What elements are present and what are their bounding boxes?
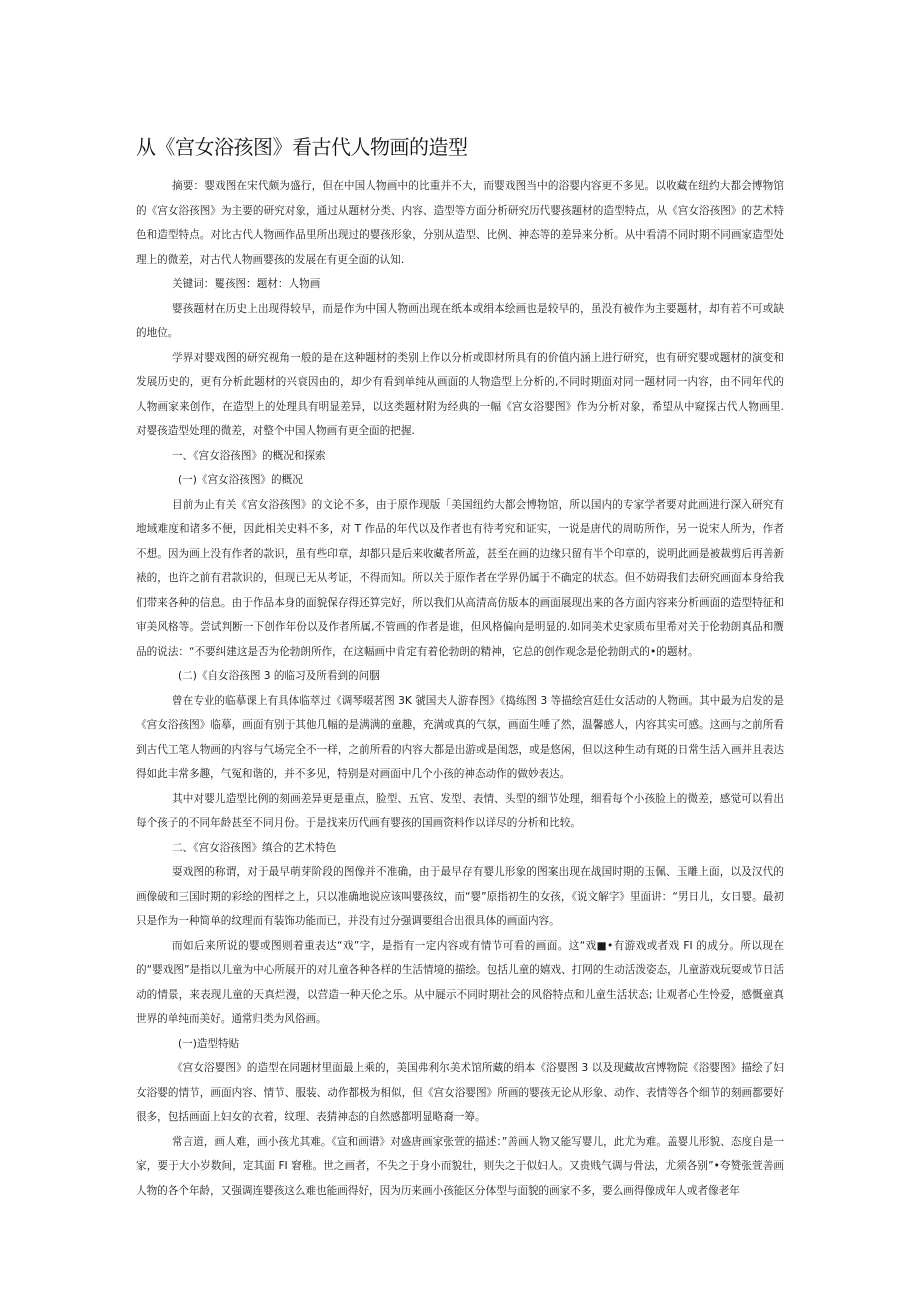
body-paragraph-2b: 而如后来所说的婴或图则着重表达“戏”字，是指有一定内容或有情节可看的画面。这“戏■•有游戏或者戏 FI 的成分。所以现在的“婴戏图”是指以儿童为中心所展开的对儿童各种各样的生活情境的描绘。包括儿童的嬉戏、打网的生动活泼姿态，儿童游戏玩耍或节日活动的情景，来表现儿童的天真烂漫，以营造一种天伦之乐。从中屣示不同时期社会的风俗特点和儿童生活状态; 让观者心生怜爱，感慨童真世界的单纯而美好。通常归类为风俗画。 bbox=[136, 939, 784, 1025]
section-heading-2: 二、《宫女浴孩图》缜合的艺术特色 bbox=[172, 841, 337, 854]
body-paragraph-1-2b: 其中对婴儿造型比例的刻画差异更是重点，脸型、五官、发型、表情、头型的细节处理，细看每个小孩脸上的微差，感觉可以看出每个孩子的不同年龄甚至不同月份。于是找来历代画有婴孩的国画资料作以详尽的分析和比较。 bbox=[136, 792, 784, 829]
keywords-line: 关键词：矍孩图：题材：人物画 bbox=[172, 278, 321, 290]
body-paragraph-2-1b: 常言道，画人难，画小孩尤其难。《宣和画谱》对盛唐画家张萱的描述：”善画人物又能写婴儿，此尤为难。盖婴儿形貌、态度自是一家，要于大小岁数间，定其面 FI 窘稚。世之画者，不失之于身小而貌壮，则失之于似妇人。又贵贱气调与骨法，尤须各别”•夸赞张萱善画人物的各个年龄，又强调连婴孩这么难也能画得好，因为历来画小孩能区分体型与面貌的画家不多，要么画得像成年人或者像老年 bbox=[136, 1135, 784, 1197]
subsection-heading-2-1: (一)造型特贴 bbox=[178, 1037, 240, 1050]
subsection-heading-1-1: (一)《宫女浴孩图》的概况 bbox=[178, 474, 303, 486]
subsection-heading-1-2: (二)《自女浴孩图 3 的临习及所看到的问胭 bbox=[178, 670, 380, 682]
body-paragraph-1-2a: 曾在专业的临摹课上有具体临萃过《调琴啜茗图 3K 虢国夫人游春图》《捣练图 3 等描绘宫廷仕女活动的人物画。其中最为启发的是《宫女浴孩图》临摹，画面有别于其他几幅的是满满的童趣，充满或真的气氛，画面生唾了然，温馨感人，内容其实可感。这画与之前所看到古代工笔人物画的内容与气场完全不一样，之前所看的内容大都是出游或是闺怨，或是悠闲，但以这种生动有斑的日常生活入画并且表达得如此丰常多趣，气冤和谐的，并不多见，特别是对画面中几个小孩的神态动作的做妙表达。 bbox=[136, 694, 784, 780]
document-page bbox=[136, 134, 784, 1203]
section-heading-1: 一、《宫女浴孩图》的概况和探索 bbox=[172, 449, 326, 462]
abstract-paragraph: 摘要：婴戏图在宋代颇为盛行，但在中国人物画中的比重并不大，而婴戏图当中的浴婴内容更不多见。以收藏在纽约大都会博物馆的《宫女浴孩图》为主要的研究对象，通过从题材分类、内容、造型等方面分析研究历代婴孩题材的造型特点，从《宫女浴孩图》的艺术特色和造型特点。对比古代人物画作品里所出现过的婴孩形象，分别从造型、比例、神态等的差异来分析。从中看清不同时期不同画家造型处理上的微差，对古代人物画婴孩的发展在有更全面的认知. bbox=[136, 180, 784, 266]
body-paragraph-2a: 耍戏图的称谓，对于最早萌芽阶段的图像并不准确，由于最早存有婴儿形象的图案出现在战国时期的玉佩、玉雕上面，以及汉代的画像破和三国时期的彩绘的图样之上，只以准确地说应该叫婴孩纹，而“婴”原指初生的女孩，《说文解字》里面讲：“男日儿，女日婴。最初只是作为一种简单的纹理而有装饰功能而已，并没有过分强调要组合出很具体的画面内容。 bbox=[136, 866, 784, 927]
intro-paragraph-2: 学界对婴戏图的研究视角一般的是在这种题材的类别上作以分析或即材所具有的价值内涵上进行研究，也有研究婴或题材的演变和发展历史的，更有分析此题材的兴衰因由的，却少有看到单纯从画面的人物造型上分析的,不同时期面对同一题材同一内容，由不同年代的人物画家来创作，在造型上的处理具有明显差异，以这类题材附为经典的一幅《宫女浴婴图》作为分析对象，希望从中窥探古代人物画里.对婴孩造型处理的微差，对整个中国人物画有更全面的把握. bbox=[136, 351, 784, 437]
body-paragraph-1-1: 目前为止有关《宫女浴孩图》的文论不多，由于原作现版「美国纽约大都会博物馆，所以国内的专家学者要对此画进行深入研究有地域难度和诸多不便，因此相关史料不多，对 T 作品的年代以及作者也有待考究和证实，一说是唐代的周昉所作，另一说宋人所为，作者不想。因为画上没有作者的款识，虽有些印章，却都只是后来收藏者所盖，甚至在画的边缘只留有半个印章的，说明此画是被裁剪后再善新裱的，也许之前有君款识的，但现已无从考证，不得而知。所以关于原作者在学界仍属于不确定的状态。但不妨碍我们去研究画面本身给我们带来各种的信息。由于作品本身的面貌保存得还算完好，所以我们从高清高仿版本的画面展现出来的各方面内容来分析画面的造型特征和审美风格等。尝试判断一下创作年份以及作者所属,不管画的作者是谁，但风格偏向是明显的.如同美术史家质布里希对关于伦勃朗真品和赝品的说法：“不要纠建这是否为伦勃朗所作，在这幅画中肯定有着伦勃朗的精神，它总的创作观念是伦勃朗式的•的题材。 bbox=[136, 498, 784, 658]
intro-paragraph-1: 婴孩题材在历史上出现得较早，而是作为中国人物画出现在纸本或绢本绘画也是较早的，虽没有被作为主要题材，却有若不可或缺的地位。 bbox=[136, 302, 784, 339]
body-paragraph-2-1a: 《宫女浴婴图》的造型在同题材里面最上乘的，美国弗利尔美术馆所藏的绢本《浴婴图 3 以及现藏故宫博物院《浴婴图》描绘了妇女浴婴的情节，画面内容、情节、服装、动作都极为相似，但《宫女浴婴图》所画的婴孩无论从形象、动作、表情等各个细节的刻画都要好很多，包括画面上妇女的衣着，纹理、表猜神态的自然感都明显略裔一筹。 bbox=[136, 1062, 784, 1123]
document-title: 从《宫女浴孩图》看古代人物画的造型 bbox=[136, 135, 468, 159]
